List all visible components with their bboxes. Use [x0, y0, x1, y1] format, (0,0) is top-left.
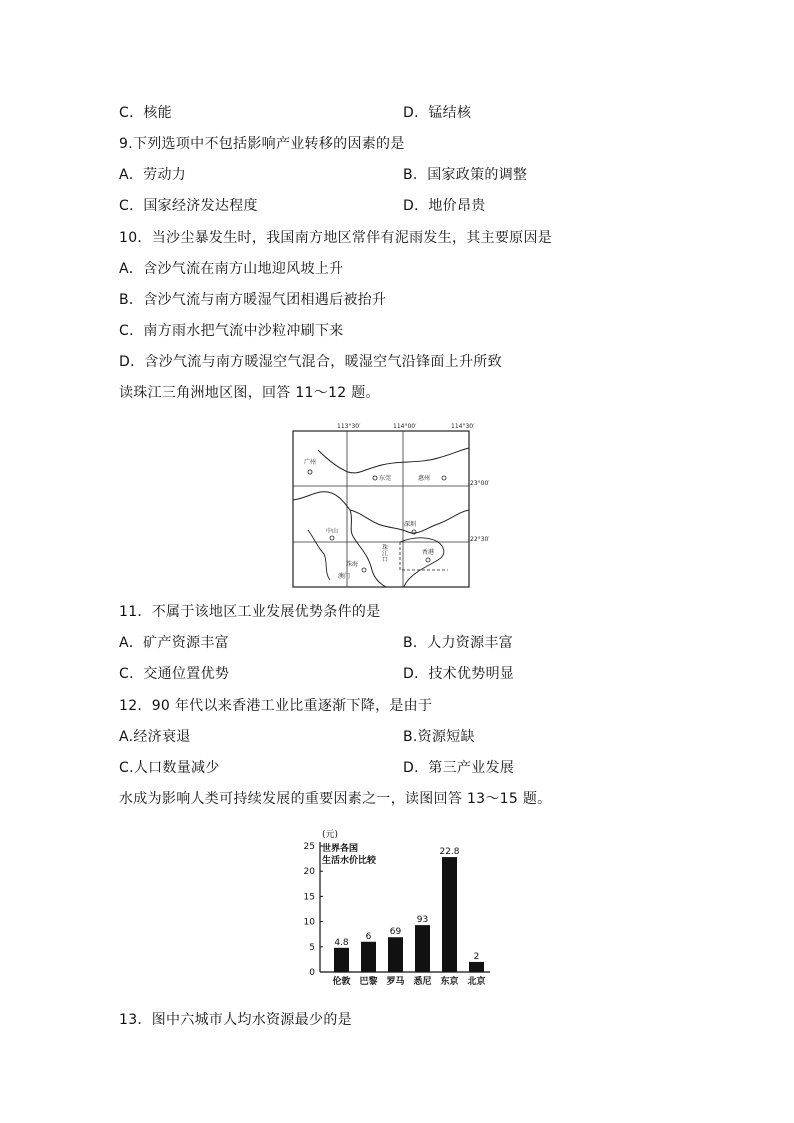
lat-label-2: 22°30′ — [470, 536, 490, 543]
place-zhongshan: 中山 — [326, 528, 339, 535]
pearl-river-delta-map — [288, 420, 498, 592]
q11-stem: 11．不属于该地区工业发展优势条件的是 — [119, 604, 381, 620]
chart-value-label: 6 — [365, 931, 372, 942]
q8-option-d: D．锰结核 — [403, 105, 472, 121]
place-dongguan: 东莞 — [379, 475, 392, 482]
q10-stem: 10．当沙尘暴发生时，我国南方地区常伴有泥雨发生，其主要原因是 — [119, 230, 553, 246]
chart-title-line2: 生活水价比较 — [322, 856, 377, 866]
chart-y-tick-label: 25 — [303, 842, 315, 852]
chart-category-label: 巴黎 — [359, 977, 378, 987]
chart-y-tick-label: 10 — [303, 917, 315, 928]
q12-option-c: C.人口数量减少 — [119, 760, 220, 776]
q12-option-a: A.经济衰退 — [119, 729, 191, 745]
chart-bar — [388, 937, 403, 972]
chart-bar — [442, 857, 457, 972]
chart-value-label: 2 — [473, 951, 480, 962]
chart-y-tick-label: 15 — [303, 892, 315, 903]
place-shenzhen: 深圳 — [404, 521, 417, 528]
chart-bar — [469, 962, 484, 972]
chart-bar — [361, 942, 376, 972]
q11-option-c: C．交通位置优势 — [119, 666, 230, 682]
q9-stem: 9.下列选项中不包括影响产业转移的因素的是 — [119, 136, 405, 152]
lon-label-3: 114°30′ — [451, 423, 475, 430]
q10-option-d: D．含沙气流与南方暖湿空气混合，暖湿空气沿锋面上升所致 — [119, 354, 502, 370]
chart-bar — [334, 948, 349, 972]
chart-title-line1: 世界各国 — [322, 844, 359, 854]
chart-y-tick-label: 0 — [309, 968, 315, 978]
q9-option-b: B．国家政策的调整 — [403, 167, 528, 183]
chart-category-label: 东京 — [440, 977, 459, 987]
place-pearl-river-mouth: 珠江口 — [380, 544, 388, 562]
q9-option-c: C．国家经济发达程度 — [119, 198, 258, 214]
q9-option-d: D．地价昂贵 — [403, 198, 486, 214]
q8-option-c: C．核能 — [119, 105, 172, 121]
chart-category-label: 伦敦 — [332, 977, 351, 987]
intro-11-12: 读珠江三角洲地区图，回答 11～12 题。 — [119, 385, 380, 401]
q10-option-c: C．南方雨水把气流中沙粒冲刷下来 — [119, 323, 344, 339]
q11-option-b: B．人力资源丰富 — [403, 635, 514, 651]
chart-y-tick-label: 20 — [303, 867, 315, 878]
q10-option-b: B．含沙气流与南方暖湿气团相遇后被抬升 — [119, 292, 387, 308]
chart-value-label: 22.8 — [439, 847, 460, 858]
chart-value-label: 93 — [416, 915, 429, 926]
q11-option-d: D．技术优势明显 — [403, 666, 515, 682]
chart-category-label: 悉尼 — [413, 977, 432, 987]
intro-13-15: 水成为影响人类可持续发展的重要因素之一，读图回答 13～15 题。 — [119, 791, 552, 807]
chart-bar — [415, 925, 430, 972]
place-hongkong: 香港 — [422, 549, 435, 556]
place-zhuhai: 珠海 — [346, 561, 359, 568]
chart-category-label: 罗马 — [386, 977, 405, 987]
water-price-chart — [294, 826, 500, 994]
lon-label-2: 114°00′ — [393, 423, 417, 430]
chart-ylabel: (元) — [322, 830, 339, 840]
chart-value-label: 4.8 — [334, 937, 349, 948]
q12-stem: 12．90 年代以来香港工业比重逐渐下降，是由于 — [119, 698, 433, 714]
q12-option-d: D．第三产业发展 — [403, 760, 515, 776]
q11-option-a: A．矿产资源丰富 — [119, 635, 229, 651]
place-guangzhou: 广州 — [304, 459, 317, 466]
place-macau: 澳门 — [338, 573, 351, 580]
q10-option-a: A．含沙气流在南方山地迎风坡上升 — [119, 261, 344, 277]
q9-option-a: A．劳动力 — [119, 167, 187, 183]
chart-category-label: 北京 — [467, 977, 486, 987]
q13-stem: 13．图中六城市人均水资源最少的是 — [119, 1012, 352, 1028]
place-huizhou: 惠州 — [418, 475, 431, 482]
lon-label-1: 113°30′ — [337, 423, 361, 430]
chart-y-tick-label: 5 — [309, 942, 315, 953]
lat-label-1: 23°00′ — [470, 480, 490, 487]
q12-option-b: B.资源短缺 — [403, 729, 475, 745]
chart-value-label: 69 — [389, 927, 402, 938]
